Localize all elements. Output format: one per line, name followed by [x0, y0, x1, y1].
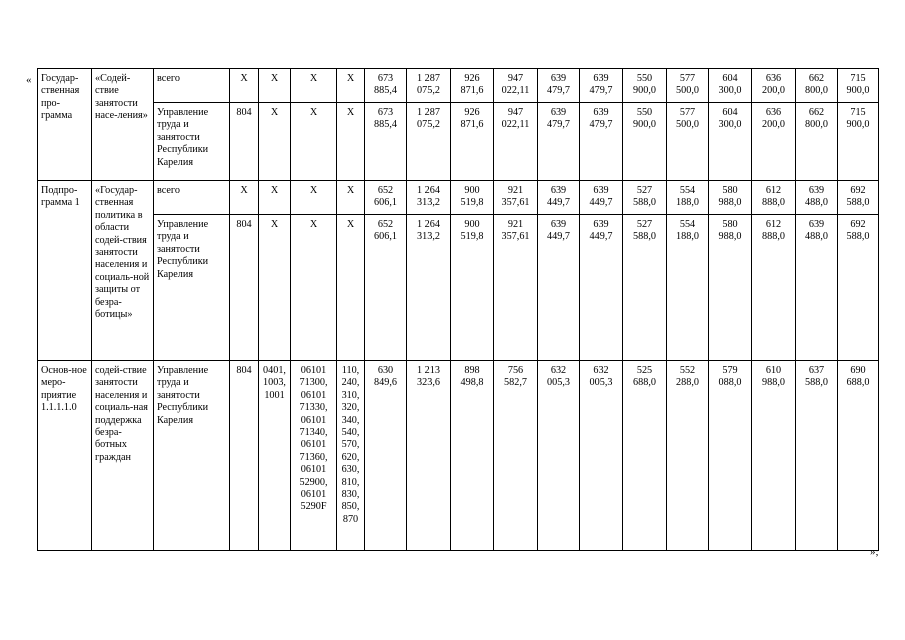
amount-cell: 604 300,0: [709, 69, 752, 103]
csr-cell: Х: [291, 181, 337, 215]
amount-cell: 639 479,7: [580, 103, 623, 181]
amount-cell: 639 488,0: [796, 181, 838, 215]
executor-cell: Управление труда и занятости Республики Карелия: [154, 361, 230, 551]
amount-cell: 612 888,0: [752, 215, 796, 361]
amount-cell: 636 200,0: [752, 69, 796, 103]
amount-cell: 577 500,0: [667, 69, 709, 103]
csr-cell: 06101 71300, 06101 71330, 06101 71340, 06101 71360, 06101 52900, 06101 5290F: [291, 361, 337, 551]
amount-cell: 673 885,4: [365, 103, 407, 181]
budget-table: [37, 68, 879, 551]
amount-cell: 1 213 323,6: [407, 361, 451, 551]
vr-cell: Х: [337, 103, 365, 181]
amount-cell: 900 519,8: [451, 215, 494, 361]
grbs-cell: Х: [230, 69, 259, 103]
amount-cell: 1 264 313,2: [407, 181, 451, 215]
amount-cell: 692 588,0: [838, 215, 879, 361]
amount-cell: 554 188,0: [667, 215, 709, 361]
amount-cell: 900 519,8: [451, 181, 494, 215]
amount-cell: 580 988,0: [709, 181, 752, 215]
rzpr-cell: Х: [259, 103, 291, 181]
amount-cell: 652 606,1: [365, 215, 407, 361]
rzpr-cell: Х: [259, 181, 291, 215]
amount-cell: 632 005,3: [580, 361, 623, 551]
amount-cell: 612 888,0: [752, 181, 796, 215]
status-cell: Основ-ное меро-приятие 1.1.1.1.0: [38, 361, 92, 551]
amount-cell: 639 479,7: [538, 69, 580, 103]
program-name-cell: «Государ-ственная политика в области содей-ствия занятости населения и социаль-ной защиты от безра-ботицы»: [92, 181, 154, 361]
rzpr-cell: Х: [259, 215, 291, 361]
amount-cell: 898 498,8: [451, 361, 494, 551]
csr-cell: Х: [291, 103, 337, 181]
amount-cell: 926 871,6: [451, 69, 494, 103]
amount-cell: 637 588,0: [796, 361, 838, 551]
amount-cell: 921 357,61: [494, 181, 538, 215]
amount-cell: 527 588,0: [623, 215, 667, 361]
amount-cell: 1 287 075,2: [407, 103, 451, 181]
amount-cell: 639 479,7: [538, 103, 580, 181]
program-name-cell: «Содей-ствие занятости насе-ления»: [92, 69, 154, 181]
amount-cell: 636 200,0: [752, 103, 796, 181]
vr-cell: Х: [337, 69, 365, 103]
amount-cell: 947 022,11: [494, 103, 538, 181]
executor-cell: Управление труда и занятости Республики Карелия: [154, 215, 230, 361]
table-body: [38, 69, 879, 551]
amount-cell: 550 900,0: [623, 69, 667, 103]
amount-cell: 715 900,0: [838, 69, 879, 103]
amount-cell: 692 588,0: [838, 181, 879, 215]
status-cell: Подпро-грамма 1: [38, 181, 92, 361]
amount-cell: 652 606,1: [365, 181, 407, 215]
amount-cell: 715 900,0: [838, 103, 879, 181]
table-row: [38, 69, 879, 103]
amount-cell: 552 288,0: [667, 361, 709, 551]
opening-quote: «: [26, 74, 32, 86]
amount-cell: 577 500,0: [667, 103, 709, 181]
grbs-cell: 804: [230, 361, 259, 551]
amount-cell: 673 885,4: [365, 69, 407, 103]
vr-cell: Х: [337, 215, 365, 361]
amount-cell: 554 188,0: [667, 181, 709, 215]
rzpr-cell: Х: [259, 69, 291, 103]
amount-cell: 550 900,0: [623, 103, 667, 181]
executor-cell: всего: [154, 69, 230, 103]
amount-cell: 580 988,0: [709, 215, 752, 361]
amount-cell: 690 688,0: [838, 361, 879, 551]
amount-cell: 921 357,61: [494, 215, 538, 361]
amount-cell: 630 849,6: [365, 361, 407, 551]
amount-cell: 947 022,11: [494, 69, 538, 103]
grbs-cell: 804: [230, 103, 259, 181]
amount-cell: 639 449,7: [580, 181, 623, 215]
amount-cell: 639 449,7: [538, 215, 580, 361]
closing-quote: »;: [870, 546, 879, 558]
amount-cell: 639 449,7: [580, 215, 623, 361]
amount-cell: 756 582,7: [494, 361, 538, 551]
amount-cell: 639 479,7: [580, 69, 623, 103]
table-row: [38, 103, 879, 181]
amount-cell: 662 800,0: [796, 69, 838, 103]
amount-cell: 604 300,0: [709, 103, 752, 181]
grbs-cell: Х: [230, 181, 259, 215]
amount-cell: 639 449,7: [538, 181, 580, 215]
executor-cell: всего: [154, 181, 230, 215]
amount-cell: 639 488,0: [796, 215, 838, 361]
amount-cell: 632 005,3: [538, 361, 580, 551]
vr-cell: 110, 240, 310, 320, 340, 540, 570, 620, 630, 810, 830, 850, 870: [337, 361, 365, 551]
table-row: [38, 181, 879, 215]
table-row: [38, 215, 879, 361]
status-cell: Государ-ственная про-грамма: [38, 69, 92, 181]
amount-cell: 610 988,0: [752, 361, 796, 551]
csr-cell: Х: [291, 69, 337, 103]
executor-cell: Управление труда и занятости Республики Карелия: [154, 103, 230, 181]
rzpr-cell: 0401, 1003, 1001: [259, 361, 291, 551]
amount-cell: 926 871,6: [451, 103, 494, 181]
amount-cell: 662 800,0: [796, 103, 838, 181]
csr-cell: Х: [291, 215, 337, 361]
grbs-cell: 804: [230, 215, 259, 361]
amount-cell: 527 588,0: [623, 181, 667, 215]
vr-cell: Х: [337, 181, 365, 215]
amount-cell: 1 287 075,2: [407, 69, 451, 103]
amount-cell: 1 264 313,2: [407, 215, 451, 361]
program-name-cell: содей-ствие занятости населения и социаль-ная поддержка безра-ботных граждан: [92, 361, 154, 551]
amount-cell: 525 688,0: [623, 361, 667, 551]
table-row: [38, 361, 879, 551]
amount-cell: 579 088,0: [709, 361, 752, 551]
